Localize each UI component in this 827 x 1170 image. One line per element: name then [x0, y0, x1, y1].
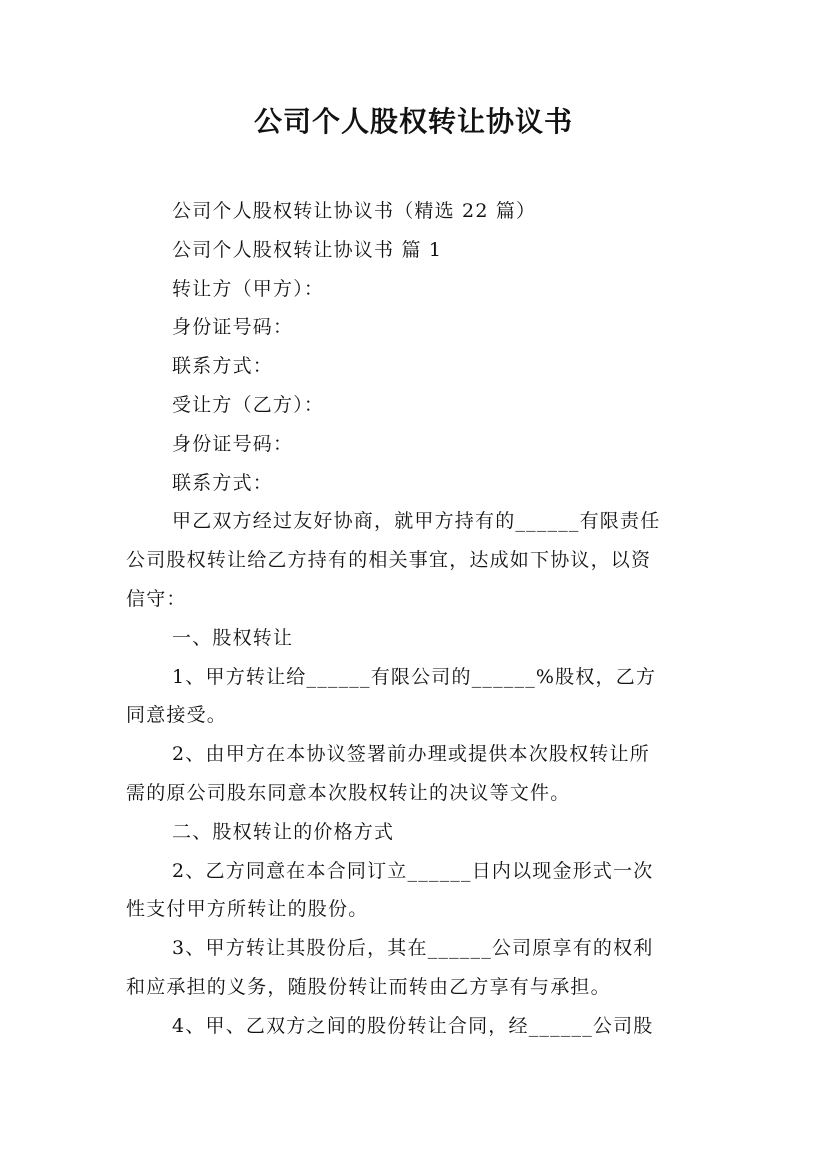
paragraph-line: 性支付甲方所转让的股份。	[126, 898, 369, 921]
paragraph-line: 公司股权转让给乙方持有的相关事宜，达成如下协议，以资	[126, 549, 652, 572]
paragraph	[126, 852, 706, 930]
doc-line: 联系方式：	[172, 471, 274, 494]
paragraph-first-line: 甲乙双方经过友好协商，就甲方持有的______有限责任	[172, 510, 661, 533]
document-title: 公司个人股权转让协议书	[253, 105, 573, 138]
section-heading	[126, 813, 706, 852]
doc-line: 身份证号码：	[172, 316, 294, 339]
paragraph-line: 信守：	[126, 587, 187, 610]
doc-line: 转让方（甲方）：	[172, 277, 325, 300]
doc-line: 公司个人股权转让协议书（精选 22 篇）	[172, 200, 537, 222]
paragraph-first-line: 一、股权转让	[172, 626, 294, 649]
paragraph-first-line: 2、乙方同意在本合同订立______日内以现金形式一次	[172, 859, 654, 882]
paragraph	[126, 735, 706, 813]
doc-line: 公司个人股权转让协议书 篇 1	[172, 238, 443, 261]
document-body	[126, 192, 706, 1046]
section-heading	[126, 619, 706, 658]
paragraph	[126, 1007, 706, 1046]
paragraph-line: 和应承担的义务，随股份转让而转由乙方享有与承担。	[126, 975, 611, 998]
doc-line: 身份证号码：	[172, 432, 294, 455]
paragraph	[126, 929, 706, 1007]
doc-line: 受让方（乙方）：	[172, 393, 325, 416]
paragraph-line: 需的原公司股东同意本次股权转让的决议等文件。	[126, 781, 571, 804]
paragraph-first-line: 4、甲、乙双方之间的股份转让合同，经______公司股	[172, 1014, 654, 1037]
paragraph-first-line: 1、甲方转让给______有限公司的______%股权，乙方	[172, 665, 657, 688]
paragraph	[126, 502, 706, 618]
paragraph-first-line: 2、由甲方在本协议签署前办理或提供本次股权转让所	[172, 743, 650, 766]
paragraph-first-line: 3、甲方转让其股份后，其在______公司原享有的权利	[172, 937, 654, 960]
doc-line: 联系方式：	[172, 355, 274, 378]
paragraph	[126, 658, 706, 736]
paragraph-first-line: 二、股权转让的价格方式	[172, 820, 395, 843]
paragraph-line: 同意接受。	[126, 704, 228, 727]
